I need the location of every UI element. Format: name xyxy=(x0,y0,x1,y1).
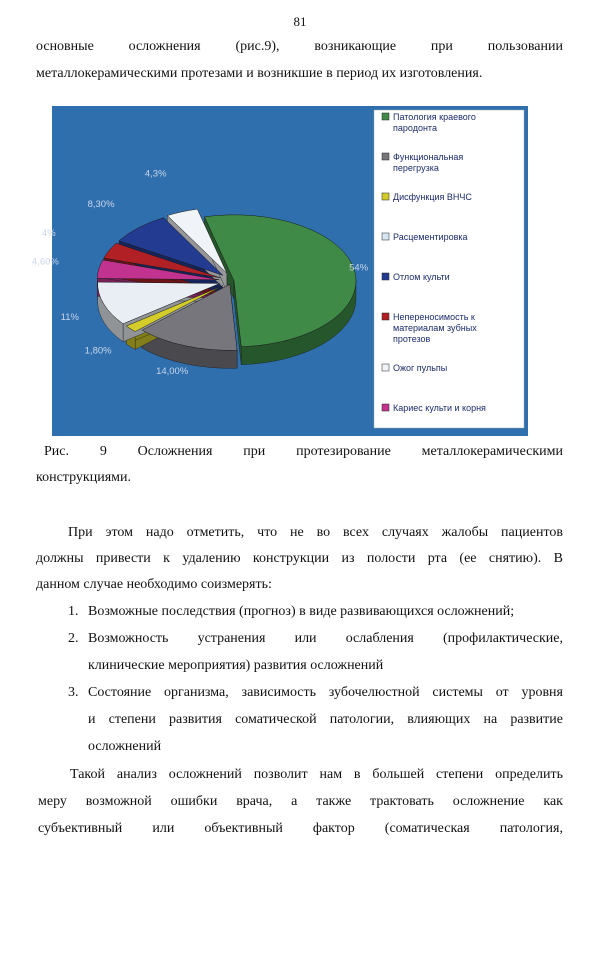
list-item-1-line-1: Возможные последствия (прогноз) в виде развивающихся осложнений; xyxy=(88,604,515,619)
legend-label-7-line-1: Ожог пульпы xyxy=(393,363,448,373)
legend-label-5-line-1: Отлом культи xyxy=(393,272,450,282)
legend-swatch-8 xyxy=(382,404,389,411)
intro-line-1: основные осложнения (рис.9), возникающие при пользовании xyxy=(36,39,563,54)
legend-label-4-line-1: Расцементировка xyxy=(393,232,468,242)
legend-entry-5 xyxy=(382,272,450,282)
pie-data-label-2: 14,00% xyxy=(156,366,189,378)
list-item-2-line-2: клинические мероприятия) развития осложнений xyxy=(88,658,384,673)
list-item-3-line-2: и степени развития соматической патологии, влияющих на развитие xyxy=(88,712,563,727)
list-item-1-number: 1. xyxy=(68,604,79,619)
legend-swatch-3 xyxy=(382,193,389,200)
legend-entry-3 xyxy=(382,192,472,202)
paragraph-1-line-1: При этом надо отметить, что не во всех случаях жалобы пациентов xyxy=(68,525,563,540)
legend-swatch-2 xyxy=(382,153,389,160)
legend-label-1-line-2: пародонта xyxy=(393,123,437,133)
list-item-3-line-3: осложнений xyxy=(88,739,162,754)
pie-chart xyxy=(31,106,528,436)
intro-line-2: металлокерамическими протезами и возникшие в период их изготовления. xyxy=(36,66,483,81)
pie-data-label-7: 8,30% xyxy=(87,199,115,211)
list-item-3-line-1: Состояние организма, зависимость зубочелюстной системы от уровня xyxy=(88,685,563,700)
pie-data-label-4: 11% xyxy=(60,311,79,323)
pie-data-label-6: 4% xyxy=(41,227,56,239)
pie-data-label-8: 4,3% xyxy=(144,168,167,180)
page-number: 81 xyxy=(293,14,307,29)
pie-data-label-3: 1,80% xyxy=(84,345,112,357)
legend-entry-4 xyxy=(382,232,468,242)
legend-swatch-5 xyxy=(382,273,389,280)
paragraph-1-line-2: должны привести к удалению конструкции из полости рта (ее снятию). В xyxy=(36,551,563,566)
legend-label-6-line-3: протезов xyxy=(393,334,431,344)
legend-label-6-line-2: материалам зубных xyxy=(393,323,477,333)
list-item-3-number: 3. xyxy=(68,685,79,700)
legend-label-8-line-1: Кариес культи и корня xyxy=(393,403,486,413)
paragraph-2-line-3: субъективный или объективный фактор (соматическая патология, xyxy=(38,821,563,836)
list-item-2-line-1: Возможность устранения или ослабления (профилактические, xyxy=(88,631,563,646)
legend-label-2-line-2: перегрузка xyxy=(393,163,439,173)
legend-label-3-line-1: Дисфункция ВНЧС xyxy=(393,192,472,202)
list-item-2-number: 2. xyxy=(68,631,79,646)
paragraph-2-line-1: Такой анализ осложнений позволит нам в большей степени определить xyxy=(70,767,563,782)
pie-slices xyxy=(97,209,356,368)
legend-swatch-4 xyxy=(382,233,389,240)
pie-data-label-1: 54% xyxy=(349,262,369,274)
legend-label-1-line-1: Патология краевого xyxy=(393,112,476,122)
legend-swatch-7 xyxy=(382,364,389,371)
legend-entry-8 xyxy=(382,403,486,413)
paragraph-1-line-3: данном случае необходимо соизмерять: xyxy=(36,577,272,592)
figure-caption-line-2: конструкциями. xyxy=(36,470,131,485)
paragraph-2-line-2: меру возможной ошибки врача, а также трактовать осложнение как xyxy=(38,794,563,809)
pie-data-label-5: 4,60% xyxy=(31,256,59,268)
legend-swatch-6 xyxy=(382,313,389,320)
legend-swatch-1 xyxy=(382,113,389,120)
figure-caption-line-1: Рис. 9 Осложнения при протезирование металлокерамическими xyxy=(44,444,563,459)
legend-label-6-line-1: Непереносимость к xyxy=(393,312,475,322)
legend-label-2-line-1: Функциональная xyxy=(393,152,464,162)
